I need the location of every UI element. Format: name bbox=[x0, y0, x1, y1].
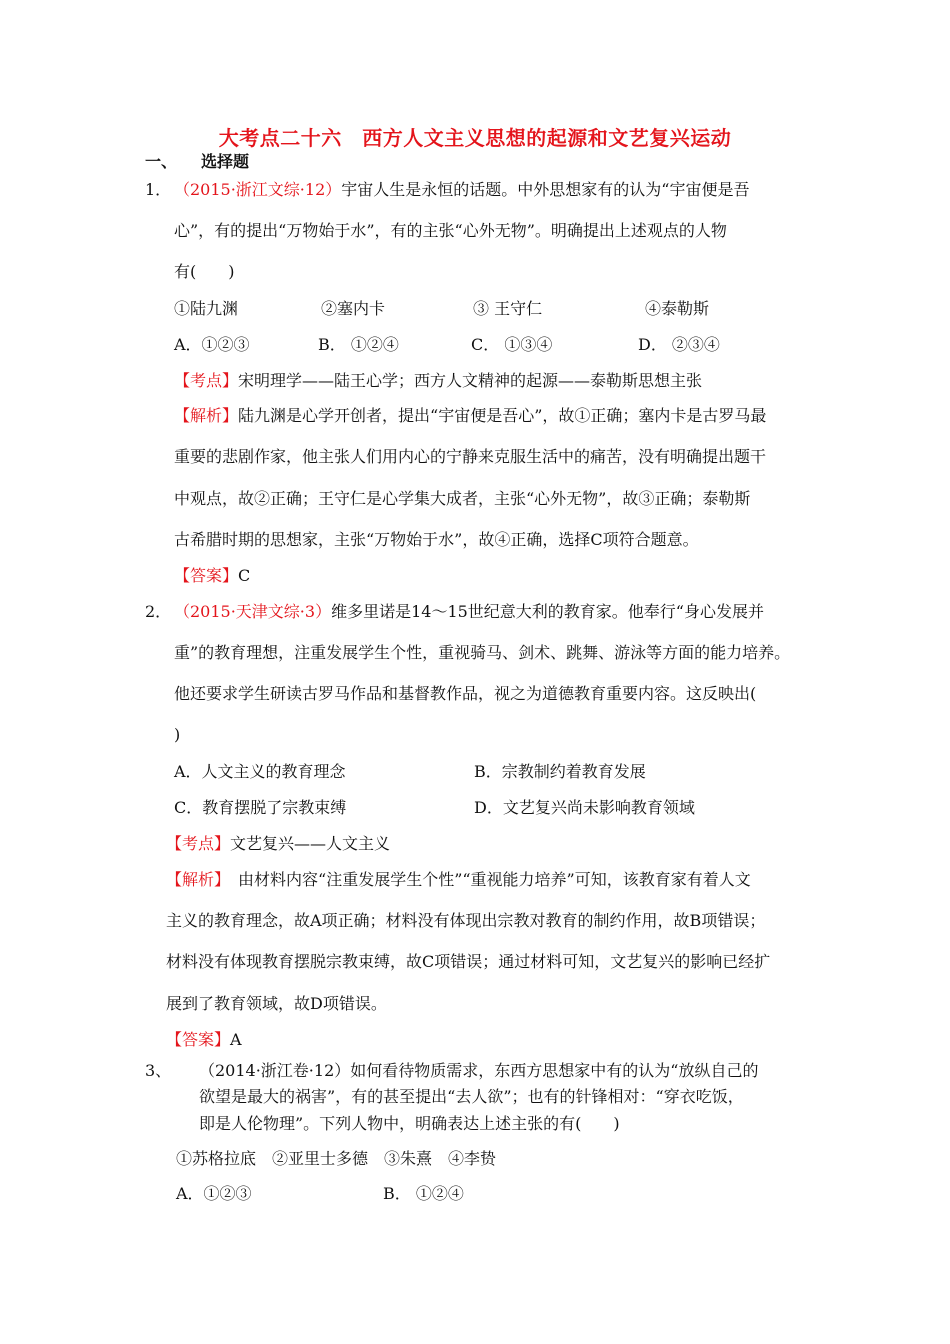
kaodian-text: 文艺复兴——人文主义 bbox=[230, 834, 391, 853]
question-1-jiexi bbox=[174, 406, 766, 426]
question-1-stem-text: 宇宙人生是永恒的话题。中外思想家有的认为“宇宙便是吾 bbox=[341, 180, 750, 199]
question-1-stem-line bbox=[174, 180, 749, 200]
section-heading bbox=[145, 149, 249, 172]
question-1-option-d: D． ②③④ bbox=[638, 335, 720, 354]
question-3-option-a: A．①②③ bbox=[176, 1184, 252, 1203]
jiexi-text: 由材料内容“注重发展学生个性”“重视能力培养”可知，该教育家有着人文 bbox=[238, 870, 751, 889]
page-title: 大考点二十六 西方人文主义思想的起源和文艺复兴运动 bbox=[218, 126, 732, 150]
question-3-stem-line bbox=[199, 1061, 758, 1081]
jiexi-text: 陆九渊是心学开创者，提出“宇宙便是吾心”，故①正确；塞内卡是古罗马最 bbox=[238, 406, 767, 425]
question-1-option-c: C． ①③④ bbox=[471, 335, 553, 354]
question-1-item: ①陆九渊 bbox=[174, 299, 239, 318]
question-1-item: ③ 王守仁 bbox=[473, 299, 543, 318]
question-1-option-a: A．①②③ bbox=[174, 335, 250, 354]
question-2-option-d: D．文艺复兴尚未影响教育领域 bbox=[474, 798, 695, 817]
question-2-jiexi bbox=[166, 870, 751, 890]
question-3-stem-text: 如何看待物质需求，东西方思想家中有的认为“放纵自己的 bbox=[350, 1061, 759, 1080]
section-label: 选择题 bbox=[201, 152, 250, 171]
question-1-jiexi-line: 重要的悲剧作家，他主张人们用内心的宁静来克服生活中的痛苦，没有明确提出题干 bbox=[174, 447, 767, 466]
question-1-stem-line: 有( ) bbox=[174, 262, 235, 281]
question-1-option-b: B． ①②④ bbox=[318, 335, 399, 354]
question-2-stem-line bbox=[174, 602, 764, 622]
question-2-stem-line: ) bbox=[174, 725, 181, 744]
question-2-stem-line: 他还要求学生研读古罗马作品和基督教作品，视之为道德教育重要内容。这反映出( bbox=[174, 684, 757, 703]
question-1-daan bbox=[174, 566, 250, 586]
kaodian-text: 宋明理学——陆王心学；西方人文精神的起源——泰勒斯思想主张 bbox=[238, 371, 703, 390]
question-1-item: ④泰勒斯 bbox=[645, 299, 710, 318]
question-3-stem-line: 即是人伦物理”。下列人物中，明确表达上述主张的有( ) bbox=[199, 1114, 620, 1133]
question-2-stem-line: 重”的教育理想，注重发展学生个性，重视骑马、剑术、跳舞、游泳等方面的能力培养。 bbox=[174, 643, 791, 662]
question-1-source: （2015·浙江文综·12） bbox=[174, 180, 342, 199]
daan-text: C bbox=[238, 566, 251, 585]
kaodian-tag: 【考点】 bbox=[166, 834, 231, 853]
section-number: 一、 bbox=[145, 152, 178, 171]
question-2-daan bbox=[166, 1030, 242, 1050]
question-1-kaodian bbox=[174, 371, 702, 391]
question-1-item: ②塞内卡 bbox=[321, 299, 386, 318]
question-2-source: （2015·天津文综·3） bbox=[174, 602, 332, 621]
question-2-kaodian bbox=[166, 834, 390, 854]
question-2-jiexi-line: 材料没有体现教育摆脱宗教束缚，故C项错误；通过材料可知，文艺复兴的影响已经扩 bbox=[166, 952, 771, 971]
question-3-source: （2014·浙江卷·12） bbox=[199, 1061, 351, 1080]
question-1-number: 1． bbox=[145, 180, 172, 199]
jiexi-tag: 【解析】 bbox=[166, 870, 231, 889]
question-1-jiexi-line: 中观点，故②正确；王守仁是心学集大成者，主张“心外无物”，故③正确；泰勒斯 bbox=[174, 489, 751, 508]
jiexi-tag: 【解析】 bbox=[174, 406, 239, 425]
question-2-number: 2． bbox=[145, 602, 172, 621]
daan-tag: 【答案】 bbox=[174, 566, 239, 585]
kaodian-tag: 【考点】 bbox=[174, 371, 239, 390]
question-3-stem-line: 欲望是最大的祸害”，有的甚至提出“去人欲”；也有的针锋相对：“穿衣吃饭， bbox=[199, 1087, 744, 1106]
question-3-number: 3、 bbox=[145, 1061, 172, 1080]
question-2-option-a: A．人文主义的教育理念 bbox=[174, 762, 346, 781]
daan-text: A bbox=[230, 1030, 242, 1049]
question-2-option-c: C．教育摆脱了宗教束缚 bbox=[174, 798, 347, 817]
question-3-items: ①苏格拉底 ②亚里士多德 ③朱熹 ④李贽 bbox=[176, 1149, 497, 1168]
question-2-stem-text: 维多里诺是14～15世纪意大利的教育家。他奉行“身心发展并 bbox=[331, 602, 764, 621]
daan-tag: 【答案】 bbox=[166, 1030, 231, 1049]
question-3-option-b: B． ①②④ bbox=[383, 1184, 464, 1203]
question-2-option-b: B．宗教制约着教育发展 bbox=[474, 762, 646, 781]
question-1-jiexi-line: 古希腊时期的思想家，主张“万物始于水”，故④正确，选择C项符合题意。 bbox=[174, 530, 699, 549]
question-2-jiexi-line: 展到了教育领域，故D项错误。 bbox=[166, 994, 387, 1013]
question-2-jiexi-line: 主义的教育理念，故A项正确；材料没有体现出宗教对教育的制约作用，故B项错误； bbox=[166, 911, 766, 930]
question-1-stem-line: 心”，有的提出“万物始于水”，有的主张“心外无物”。明确提出上述观点的人物 bbox=[174, 221, 727, 240]
